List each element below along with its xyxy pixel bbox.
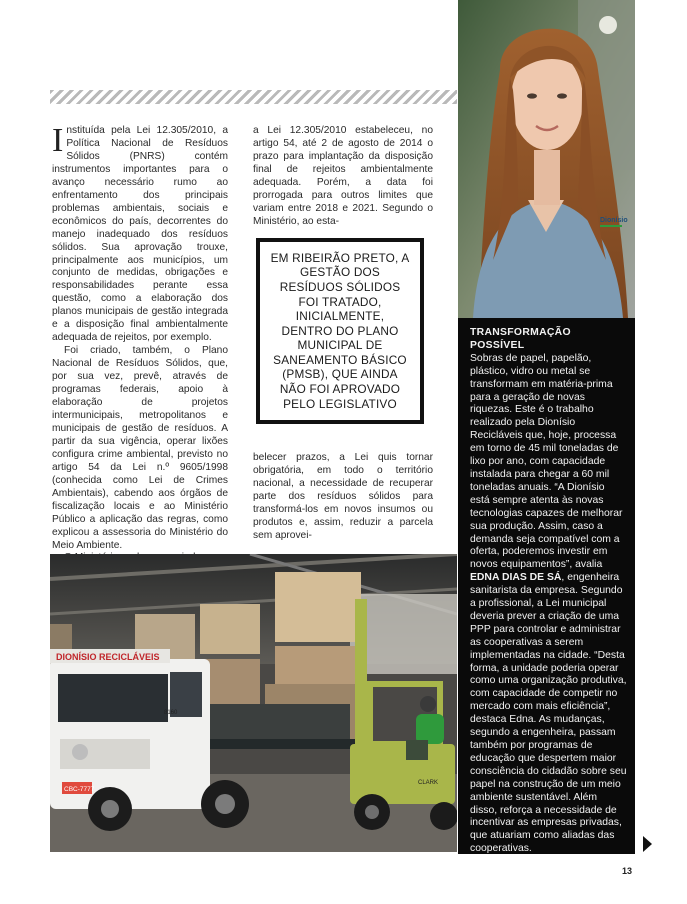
portrait-illustration [458, 0, 635, 318]
article-column-2-top [253, 125, 433, 229]
truck-sign: DIONÍSIO RECICLÁVEIS [56, 652, 160, 662]
article-paragraph-1: Instituída pela Lei 12.305/2010, a Política Nacional de Resíduos Sólidos (PNRS) contém instrumentos importantes para o avanço necessário rumo ao enfrentamento dos principais problemas ambientais, sociais e econômicos do país, decorrentes do manejo inadequado dos resíduos sólidos. Sua aprovação trouxe, principalmente aos municípios, um conjunto de medidas, obrigações e responsabilidades perante essa questão, como a elaboração dos planos municipais de gestão integrada e a disposição final ambientalmente adequada de rejeitos, por exemplo. [52, 122, 228, 344]
pull-quote-box [256, 238, 424, 424]
article-paragraph-5: belecer prazos, a Lei quis tornar obrigatória, em todo o território nacional, a necessidade de recuperar parte dos resíduos sólidos para transformá-los em novos insumos ou produtos e, assim, reduzir a parcela sem aprovei- [253, 452, 433, 541]
portrait-photo-edna [458, 0, 635, 318]
sidebar-box [458, 318, 635, 854]
sidebar-text [470, 353, 627, 856]
article-paragraph-4: a Lei 12.305/2010 estabeleceu, no artigo 54, até 2 de agosto de 2014 o prazo para implantação da disposição final de rejeitos ambientalmente adequada. Porém, a data foi prorrogada para outros limites que variam entre 2018 e 2021. Segundo o Ministério, ao esta- [253, 125, 433, 227]
sidebar-title: TRANSFORMAÇÃO POSSÍVEL [470, 327, 571, 351]
dropcap: I [52, 122, 64, 159]
article-column-2-bottom [253, 452, 433, 543]
sidebar-person-name: EDNA DIAS DE SÁ [470, 572, 562, 584]
truck-plate: CBC-7777 [64, 786, 95, 793]
sidebar-rest: , engenheira sanitarista da empresa. Segundo a profissional, a Lei municipal deveria prever a criação de uma PPP para controlar e administrar as cooperativas a serem implementadas na cidade. “Desta forma, a unidade poderia operar como uma organização produtiva, com capacidade de competir no mercado com mais eficiência”, destaca Edna. As mudanças, segundo a engenheira, passam também por programas de educação que despertem maior consciência do cidadão sobre seu papel na construção de um meio ambiente sustentável. Além disso, reforça a necessidade de incentivar as empresas privadas, que atuariam como aliadas das cooperativas. [470, 572, 627, 855]
page-number: 13 [622, 866, 633, 876]
forklift-brand: CLARK [418, 780, 439, 786]
article-column-1 [52, 122, 228, 565]
sidebar-intro: Sobras de papel, papelão, plástico, vidro ou metal se transformam em matéria-prima para a geração de novas riquezas. Este é o trabalho realizado pela Dionísio Recicláveis que, hoje, processa em torno de 45 mil toneladas de lixo por ano, com capacidade instalada para chegar a 60 mil toneladas anuais. “A Dionísio está sempre atenta às novas tecnologias capazes de melhorar sua produção. Assim, caso a demanda seja compatível com a oferta, poderemos investir em novos equipamentos”, avalia [470, 352, 623, 571]
truck-model: 8160 [164, 710, 178, 716]
decorative-hatch-rule [50, 90, 457, 104]
next-page-arrow-icon [643, 836, 652, 852]
truck-illustration [50, 554, 457, 852]
recycling-truck-photo [50, 554, 457, 852]
pull-quote-text: EM RIBEIRÃO PRETO, A GESTÃO DOS RESÍDUOS SÓLIDOS FOI TRATADO, INICIALMENTE, DENTRO DO PLANO MUNICIPAL DE SANEAMENTO BÁSICO (PMSB), QUE AINDA NÃO FOI APROVADO PELO LEGISLATIVO [270, 250, 410, 411]
portrait-logo: Dionísio [600, 217, 628, 224]
article-paragraph-2: Foi criado, também, o Plano Nacional de Resíduos Sólidos, que, por sua vez, prevê, através de programas federais, apoio à elaboração de projetos intermunicipais, metropolitanos e municipais de gestão de resíduos. A partir da sua vigência, operar lixões configura crime ambiental, previsto no artigo 54 da Lei n.º 9605/1998 (conhecida como Lei de Crimes Ambientais), cabendo aos órgãos de fiscalização locais e ao Ministério Público a aplicação das regras, como explicou a assessoria do Ministério do Meio Ambiente. [52, 345, 228, 551]
